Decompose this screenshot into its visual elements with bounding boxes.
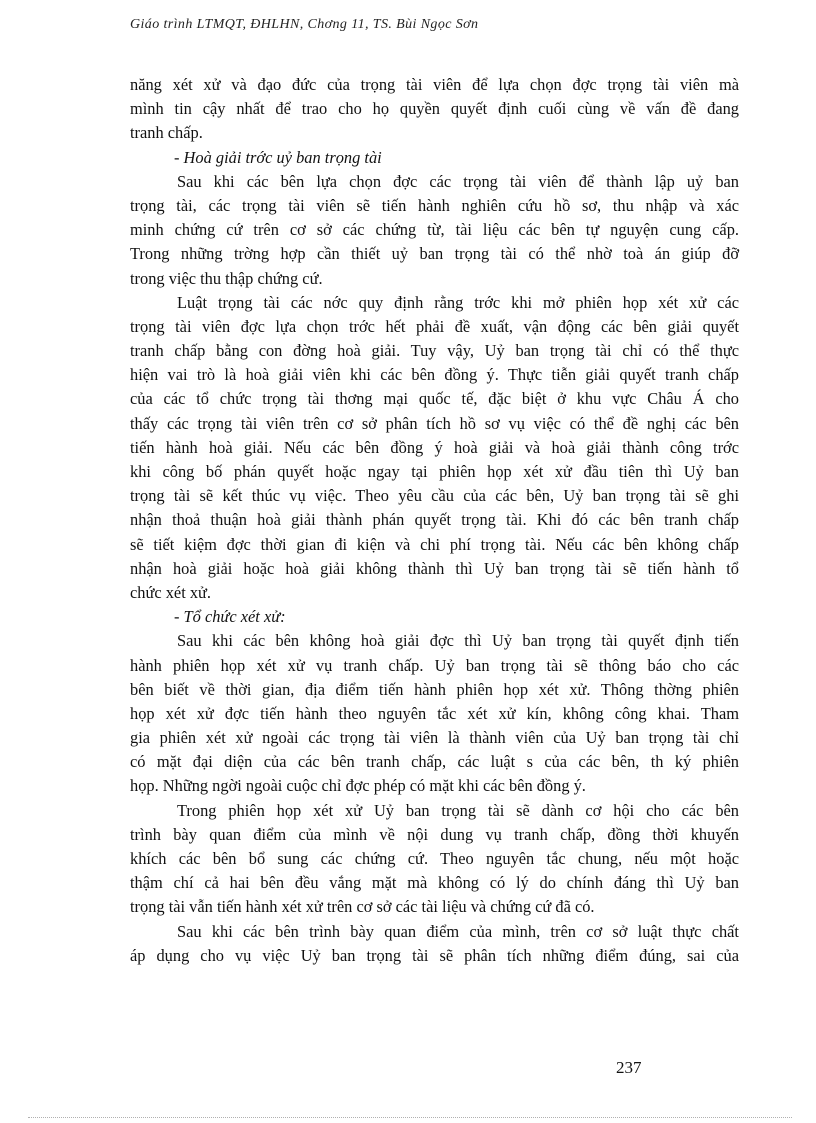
text-line: nhận thoả thuận hoà giải thành phán quyết trọng tài. Khi đó các bên tranh chấp bbox=[130, 510, 739, 530]
text-line: tranh chấp bằng con đờng hoà giải. Tuy vậy, Uỷ ban trọng tài chỉ có thể thực bbox=[130, 341, 739, 361]
text-line: Sau khi các bên lựa chọn đợc các trọng tài viên để thành lập uỷ ban bbox=[177, 171, 739, 191]
text-line: hiện vai trò là hoà giải viên khi các bên đồng ý. Thực tiễn giải quyết tranh chấp bbox=[130, 365, 739, 385]
text-line: hành phiên họp xét xử vụ tranh chấp. Uỷ ban trọng tài sẽ thông báo cho các bbox=[130, 655, 739, 675]
text-line: gia phiên xét xử ngoài các trọng tài viên là thành viên của Uỷ ban trọng tài chỉ bbox=[130, 728, 739, 748]
page-number: 237 bbox=[616, 1058, 642, 1077]
text-line: trọng tài sẽ kết thúc vụ việc. Theo yêu cầu của các bên, Uỷ ban trọng tài sẽ ghi bbox=[130, 486, 739, 506]
text-line: trong việc thu thập chứng cứ. bbox=[130, 268, 323, 288]
text-line: khích các bên bổ sung các chứng cứ. Theo nguyên tắc chung, nếu một hoặc bbox=[130, 849, 739, 868]
text-line: mình tin cậy nhất để trao cho họ quyền quyết định cuối cùng về vấn đề đang bbox=[130, 99, 739, 119]
text-line: bên biết về thời gian, địa điểm tiến hành phiên họp xét xử. Thông thờng phiên bbox=[130, 679, 739, 699]
text-line: tiến hành hoà giải. Nếu các bên đồng ý hoà giải và hoà giải thành công trớc bbox=[130, 437, 739, 457]
text-line: họp xét xử đợc tiến hành theo nguyên tắc xét xử kín, không công khai. Tham bbox=[130, 703, 739, 723]
text-line: trọng tài viên đợc lựa chọn trớc hết phải đề xuất, vận động các bên giải quyết bbox=[130, 316, 739, 336]
text-line: minh chứng cứ trên cơ sở các chứng từ, tài liệu các bên tự nguyện cung cấp. bbox=[130, 220, 739, 240]
text-line: Luật trọng tài các nớc quy định rằng trớc khi mở phiên họp xét xử các bbox=[177, 292, 739, 312]
text-line: Sau khi các bên không hoà giải đợc thì Uỷ ban trọng tài quyết định tiến bbox=[177, 631, 739, 651]
text-line: thậm chí cả hai bên đều vắng mặt mà không có lý do chính đáng thì Uỷ ban bbox=[130, 873, 739, 893]
text-line: tranh chấp. bbox=[130, 123, 203, 143]
text-line: - Tổ chức xét xử: bbox=[174, 607, 286, 627]
text-line: trọng tài, các trọng tài viên sẽ tiến hành nghiên cứu hồ sơ, thu nhập và xác bbox=[130, 195, 739, 215]
page-bottom-divider bbox=[28, 1117, 792, 1118]
text-line: áp dụng cho vụ việc Uỷ ban trọng tài sẽ phân tích những điểm đúng, sai của bbox=[130, 945, 739, 965]
text-line: trọng tài vẫn tiến hành xét xử trên cơ sở các tài liệu và chứng cứ đã có. bbox=[130, 897, 595, 917]
text-line: Sau khi các bên trình bày quan điểm của mình, trên cơ sở luật thực chất bbox=[177, 921, 739, 941]
text-line: của các tổ chức trọng tài thơng mại quốc tế, đặc biệt ở khu vực Châu Á cho bbox=[130, 389, 739, 409]
text-line: trình bày quan điểm của mình về nội dung vụ tranh chấp, đồng thời khuyến bbox=[130, 824, 739, 844]
text-line: có mặt đại diện của các bên tranh chấp, các luật s của các bên, th ký phiên bbox=[130, 752, 739, 772]
text-line: nhận hoà giải hoặc hoà giải không thành thì Uỷ ban trọng tài sẽ tiến hành tổ bbox=[130, 558, 739, 578]
text-line: sẽ tiết kiệm đợc thời gian đi kiện và chi phí trọng tài. Nếu các bên không chấp bbox=[130, 534, 739, 554]
text-line: khi công bố phán quyết hoặc ngay tại phiên họp xét xử đầu tiên thì Uỷ ban bbox=[130, 462, 739, 481]
text-line: họp. Những ngời ngoài cuộc chỉ đợc phép có mặt khi các bên đồng ý. bbox=[130, 776, 586, 796]
text-line: - Hoà giải trớc uỷ ban trọng tài bbox=[174, 147, 382, 167]
text-line: Trong những trờng hợp cần thiết uỷ ban trọng tài có thể nhờ toà án giúp đỡ bbox=[130, 244, 739, 264]
document-body bbox=[130, 73, 739, 968]
running-header: Giáo trình LTMQT, ĐHLHN, Chơng 11, TS. Bùi Ngọc Sơn bbox=[130, 17, 479, 32]
text-line: Trong phiên họp xét xử Uỷ ban trọng tài sẽ dành cơ hội cho các bên bbox=[177, 800, 739, 820]
text-line: năng xét xử và đạo đức của trọng tài viên để lựa chọn đợc trọng tài viên mà bbox=[130, 75, 739, 94]
text-line: chức xét xử. bbox=[130, 582, 212, 602]
text-line: thấy các trọng tài viên trên cơ sở phân tích hồ sơ vụ việc có thể đề nghị các bên bbox=[130, 413, 739, 433]
